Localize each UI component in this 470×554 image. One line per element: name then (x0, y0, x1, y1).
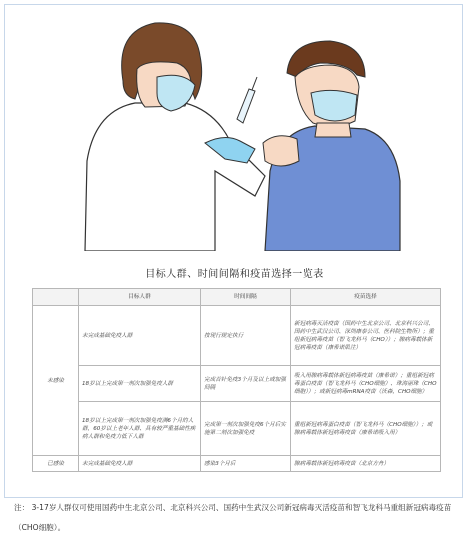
infected-label: 已感染 (33, 456, 79, 472)
footnote (14, 498, 462, 538)
footnote-text: 注： 3-17岁人群仅可使用国药中生北京公司、北京科兴公司、国药中生武汉公司新冠病毒灭活疫苗和智飞龙科马重组新冠病毒疫苗（CHO细胞）。 (14, 503, 452, 532)
table-row (33, 402, 441, 456)
group-label: 未感染 (33, 306, 79, 456)
row-vaccine: 吸入用腺病毒载体新冠病毒疫苗（康希诺）；重组新冠病毒蛋白疫苗（智飞龙科马（CHO细胞）、珠海丽珠（CHO细胞））；或新冠病毒mRNA疫苗（沃森，CHO细胞） (291, 366, 441, 402)
row-vaccine: 重组新冠病毒蛋白疫苗（智飞龙科马（CHO细胞））；或腺病毒载体新冠病毒疫苗（康希诺吸入用） (291, 402, 441, 456)
table-row (33, 366, 441, 402)
row-interval: 完成首针免疫3个月及以上或加强间隔 (201, 366, 291, 402)
patient-neck (315, 123, 351, 137)
row-interval: 按现行规定执行 (201, 306, 291, 366)
table-row-infected (33, 456, 441, 472)
syringe (237, 89, 255, 123)
patient-mask (311, 90, 357, 121)
header-target: 目标人群 (79, 289, 201, 306)
row-target: 18岁以上完成第一剂次加强免疫人群 (79, 366, 201, 402)
row-target: 18岁以上完成第一剂次加强免疫满6个月的人群，60岁以上老年人群、具有较严重基础性疾病人群和免疫力低下人群 (79, 402, 201, 456)
table-title: 目标人群、时间间隔和疫苗选择一览表 (145, 269, 324, 280)
vaccination-illustration (65, 11, 405, 251)
doctor-coat (85, 103, 265, 251)
infected-target: 未完成基础免疫人群 (79, 456, 201, 472)
row-target: 未完成基础免疫人群 (79, 306, 201, 366)
infected-vaccine: 腺病毒载体新冠病毒疫苗（北京方舟） (291, 456, 441, 472)
table-header-row (33, 289, 441, 306)
patient-arm (263, 136, 299, 166)
row-interval: 完成第一剂次加强免疫6个月后实施第二剂次加强免疫 (201, 402, 291, 456)
header-vaccine: 疫苗选择 (291, 289, 441, 306)
header-blank (33, 289, 79, 306)
row-vaccine: 新冠病毒灭活疫苗（国药中生北京公司、北京科兴公司、国药中生武汉公司、深圳康泰公司、医科院生物所）；重组新冠病毒疫苗（智飞龙科马（CHO））；腺病毒载体新冠病毒疫苗（康希诺肌注） (291, 306, 441, 366)
vaccine-table (32, 288, 441, 472)
infected-interval: 感染3个月后 (201, 456, 291, 472)
infographic-frame (4, 4, 463, 498)
table-row (33, 306, 441, 366)
header-interval: 时间间隔 (201, 289, 291, 306)
